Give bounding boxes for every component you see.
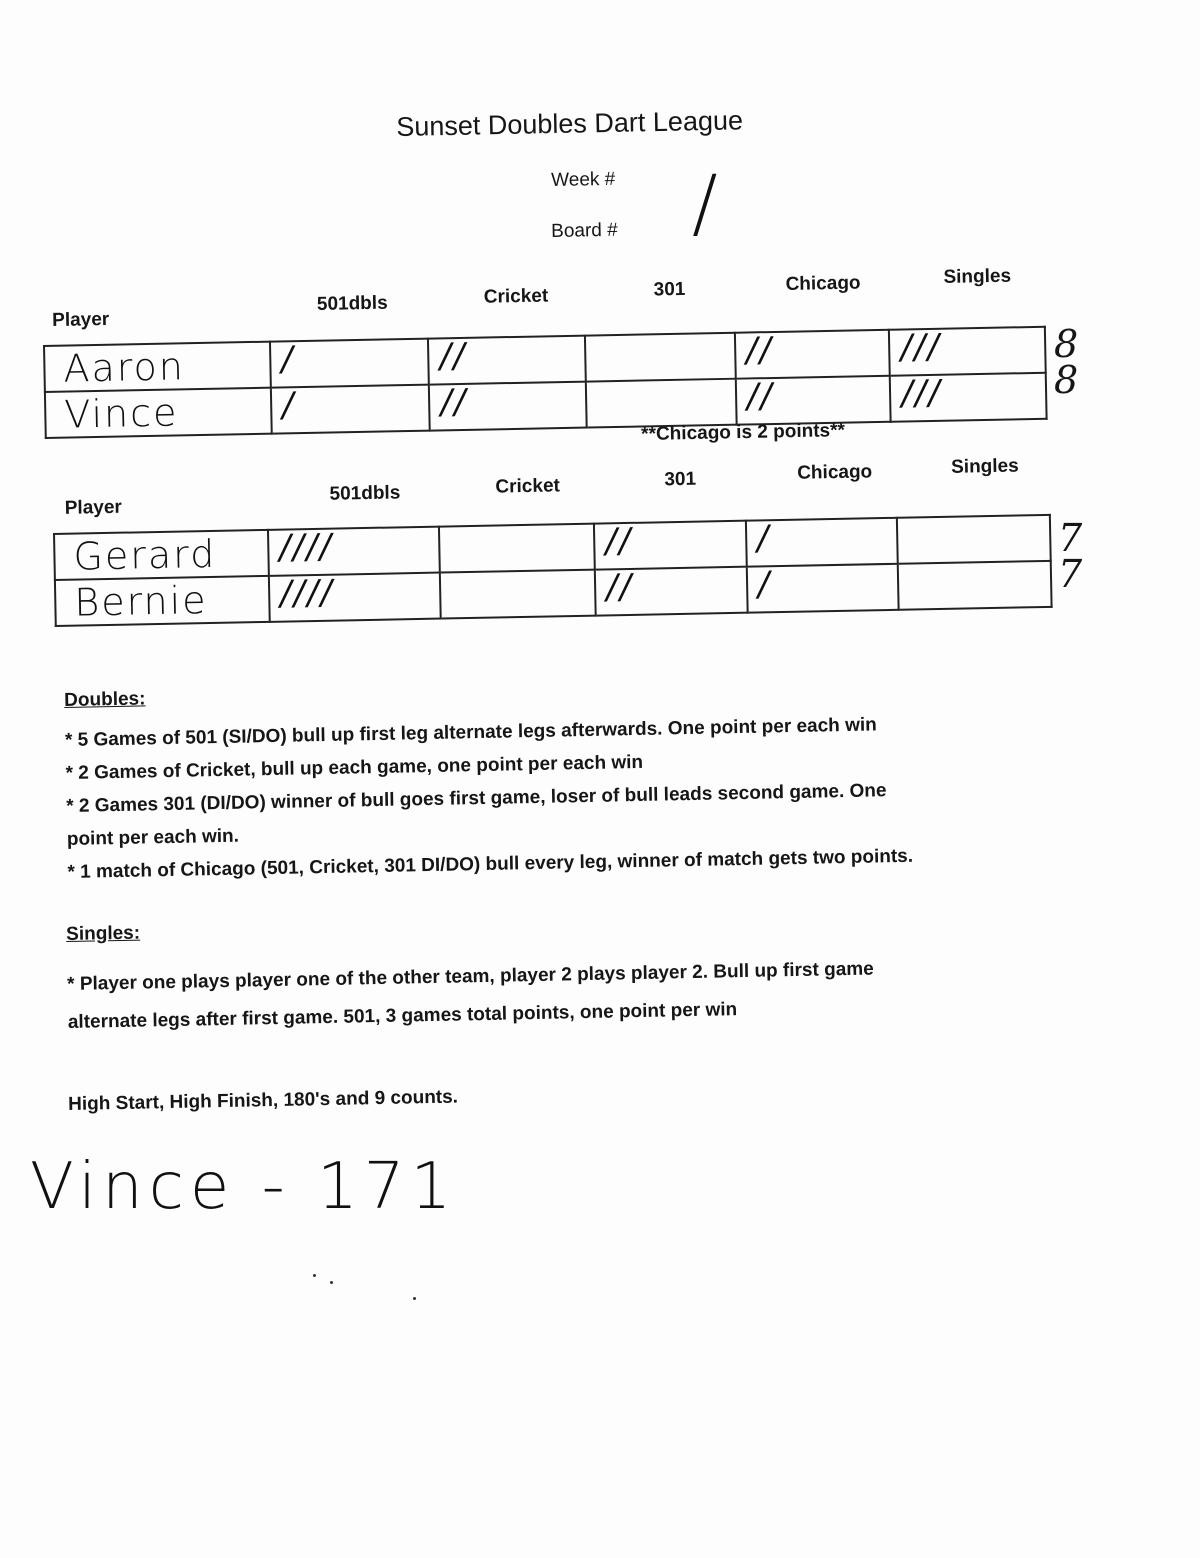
score-cell	[746, 564, 898, 613]
table1-total-row2: 8	[1054, 358, 1079, 402]
score-cricket: //	[440, 381, 468, 423]
score-singles: ///	[901, 372, 943, 414]
score-cell	[897, 515, 1051, 564]
table1-header-301: 301	[653, 278, 686, 301]
player-cell	[55, 576, 270, 626]
stray-mark	[313, 1274, 316, 1277]
stray-mark	[413, 1297, 416, 1300]
score-singles: ///	[900, 326, 942, 368]
table2-header-chicago: Chicago	[797, 461, 873, 484]
player-name: Bernie	[73, 578, 208, 625]
score-cell	[429, 382, 586, 431]
table1-header-singles: Singles	[943, 265, 1012, 288]
table2	[53, 514, 1053, 627]
singles-rule: * Player one plays player one of the other team, player 2 plays player 2. Bull up first game	[66, 958, 874, 995]
score-cell	[746, 518, 898, 567]
score-chicago: //	[745, 329, 774, 371]
score-cell	[271, 385, 430, 434]
score-cell	[735, 376, 890, 425]
table1-header-cricket: Cricket	[483, 285, 549, 308]
doubles-section	[64, 673, 948, 889]
table1-total-row1: 8	[1054, 322, 1079, 366]
table2-header-cricket: Cricket	[495, 475, 561, 498]
score-cell	[890, 373, 1047, 422]
doubles-rule: * 5 Games of 501 (SI/DO) bull up first leg alternate legs afterwards. One point per each win	[64, 714, 877, 751]
stray-mark	[330, 1281, 333, 1284]
player-cell	[44, 342, 271, 392]
chicago-note: **Chicago is 2 points**	[641, 420, 846, 445]
score-chicago: //	[746, 375, 775, 417]
table2-total-row1: 7	[1058, 516, 1083, 560]
doubles-rule: * 1 match of Chicago (501, Cricket, 301 DI/DO) bull every leg, winner of match gets two points.	[67, 845, 914, 883]
player-name: Aaron	[63, 344, 186, 391]
table2-header-501dbls: 501dbls	[329, 482, 401, 505]
score-cell	[428, 336, 585, 385]
table2-total-row2: 7	[1058, 552, 1083, 596]
score-cell	[735, 330, 890, 379]
score-301: //	[605, 566, 634, 608]
player-name: Vince	[63, 390, 179, 437]
table2-header-singles: Singles	[950, 455, 1019, 478]
page-title: Sunset Doubles Dart League	[396, 105, 744, 142]
singles-section	[66, 907, 948, 1042]
score-cell	[594, 521, 746, 570]
doubles-rule: point per each win.	[66, 825, 240, 850]
table2-header-player: Player	[64, 496, 123, 519]
score-cell	[585, 333, 735, 382]
score-cell	[268, 527, 440, 576]
singles-rule: alternate legs after first game. 501, 3 games total points, one point per win	[67, 999, 738, 1033]
score-cell	[595, 567, 747, 616]
player-cell	[45, 388, 272, 438]
score-cell	[586, 379, 736, 428]
table1-header-player: Player	[51, 308, 110, 332]
doubles-rule: * 2 Games of Cricket, bull up each game, one point per each win	[65, 751, 644, 784]
score-cell	[889, 327, 1046, 376]
score-chicago: /	[756, 518, 771, 559]
high-scores-text: High Start, High Finish, 180's and 9 counts.	[68, 1086, 459, 1115]
table1	[43, 326, 1048, 439]
score-501dbls: /	[280, 339, 295, 380]
table2-header-301: 301	[664, 468, 697, 491]
score-501dbls: /	[281, 385, 296, 426]
table1-header-501dbls: 501dbls	[316, 292, 388, 315]
score-501dbls: ////	[278, 526, 334, 568]
table1-header-chicago: Chicago	[785, 272, 861, 295]
score-cell	[269, 573, 441, 622]
score-cell	[270, 339, 429, 388]
player-cell	[54, 530, 269, 580]
score-chicago: /	[757, 564, 772, 605]
doubles-heading: Doubles:	[64, 688, 146, 711]
handwritten-note: Vince - 171	[30, 1150, 458, 1224]
score-cell	[439, 524, 594, 573]
board-value: /	[692, 158, 718, 247]
score-cell	[440, 570, 595, 619]
doubles-rule: * 2 Games 301 (DI/DO) winner of bull goes first game, loser of bull leads second game. One	[66, 780, 887, 817]
score-cricket: //	[439, 335, 468, 377]
singles-heading: Singles:	[66, 922, 141, 945]
score-501dbls: ////	[279, 572, 335, 614]
board-label: Board #	[551, 219, 618, 242]
score-cell	[898, 561, 1052, 610]
score-301: //	[604, 520, 633, 562]
week-label: Week #	[551, 168, 616, 191]
player-name: Gerard	[73, 531, 217, 579]
